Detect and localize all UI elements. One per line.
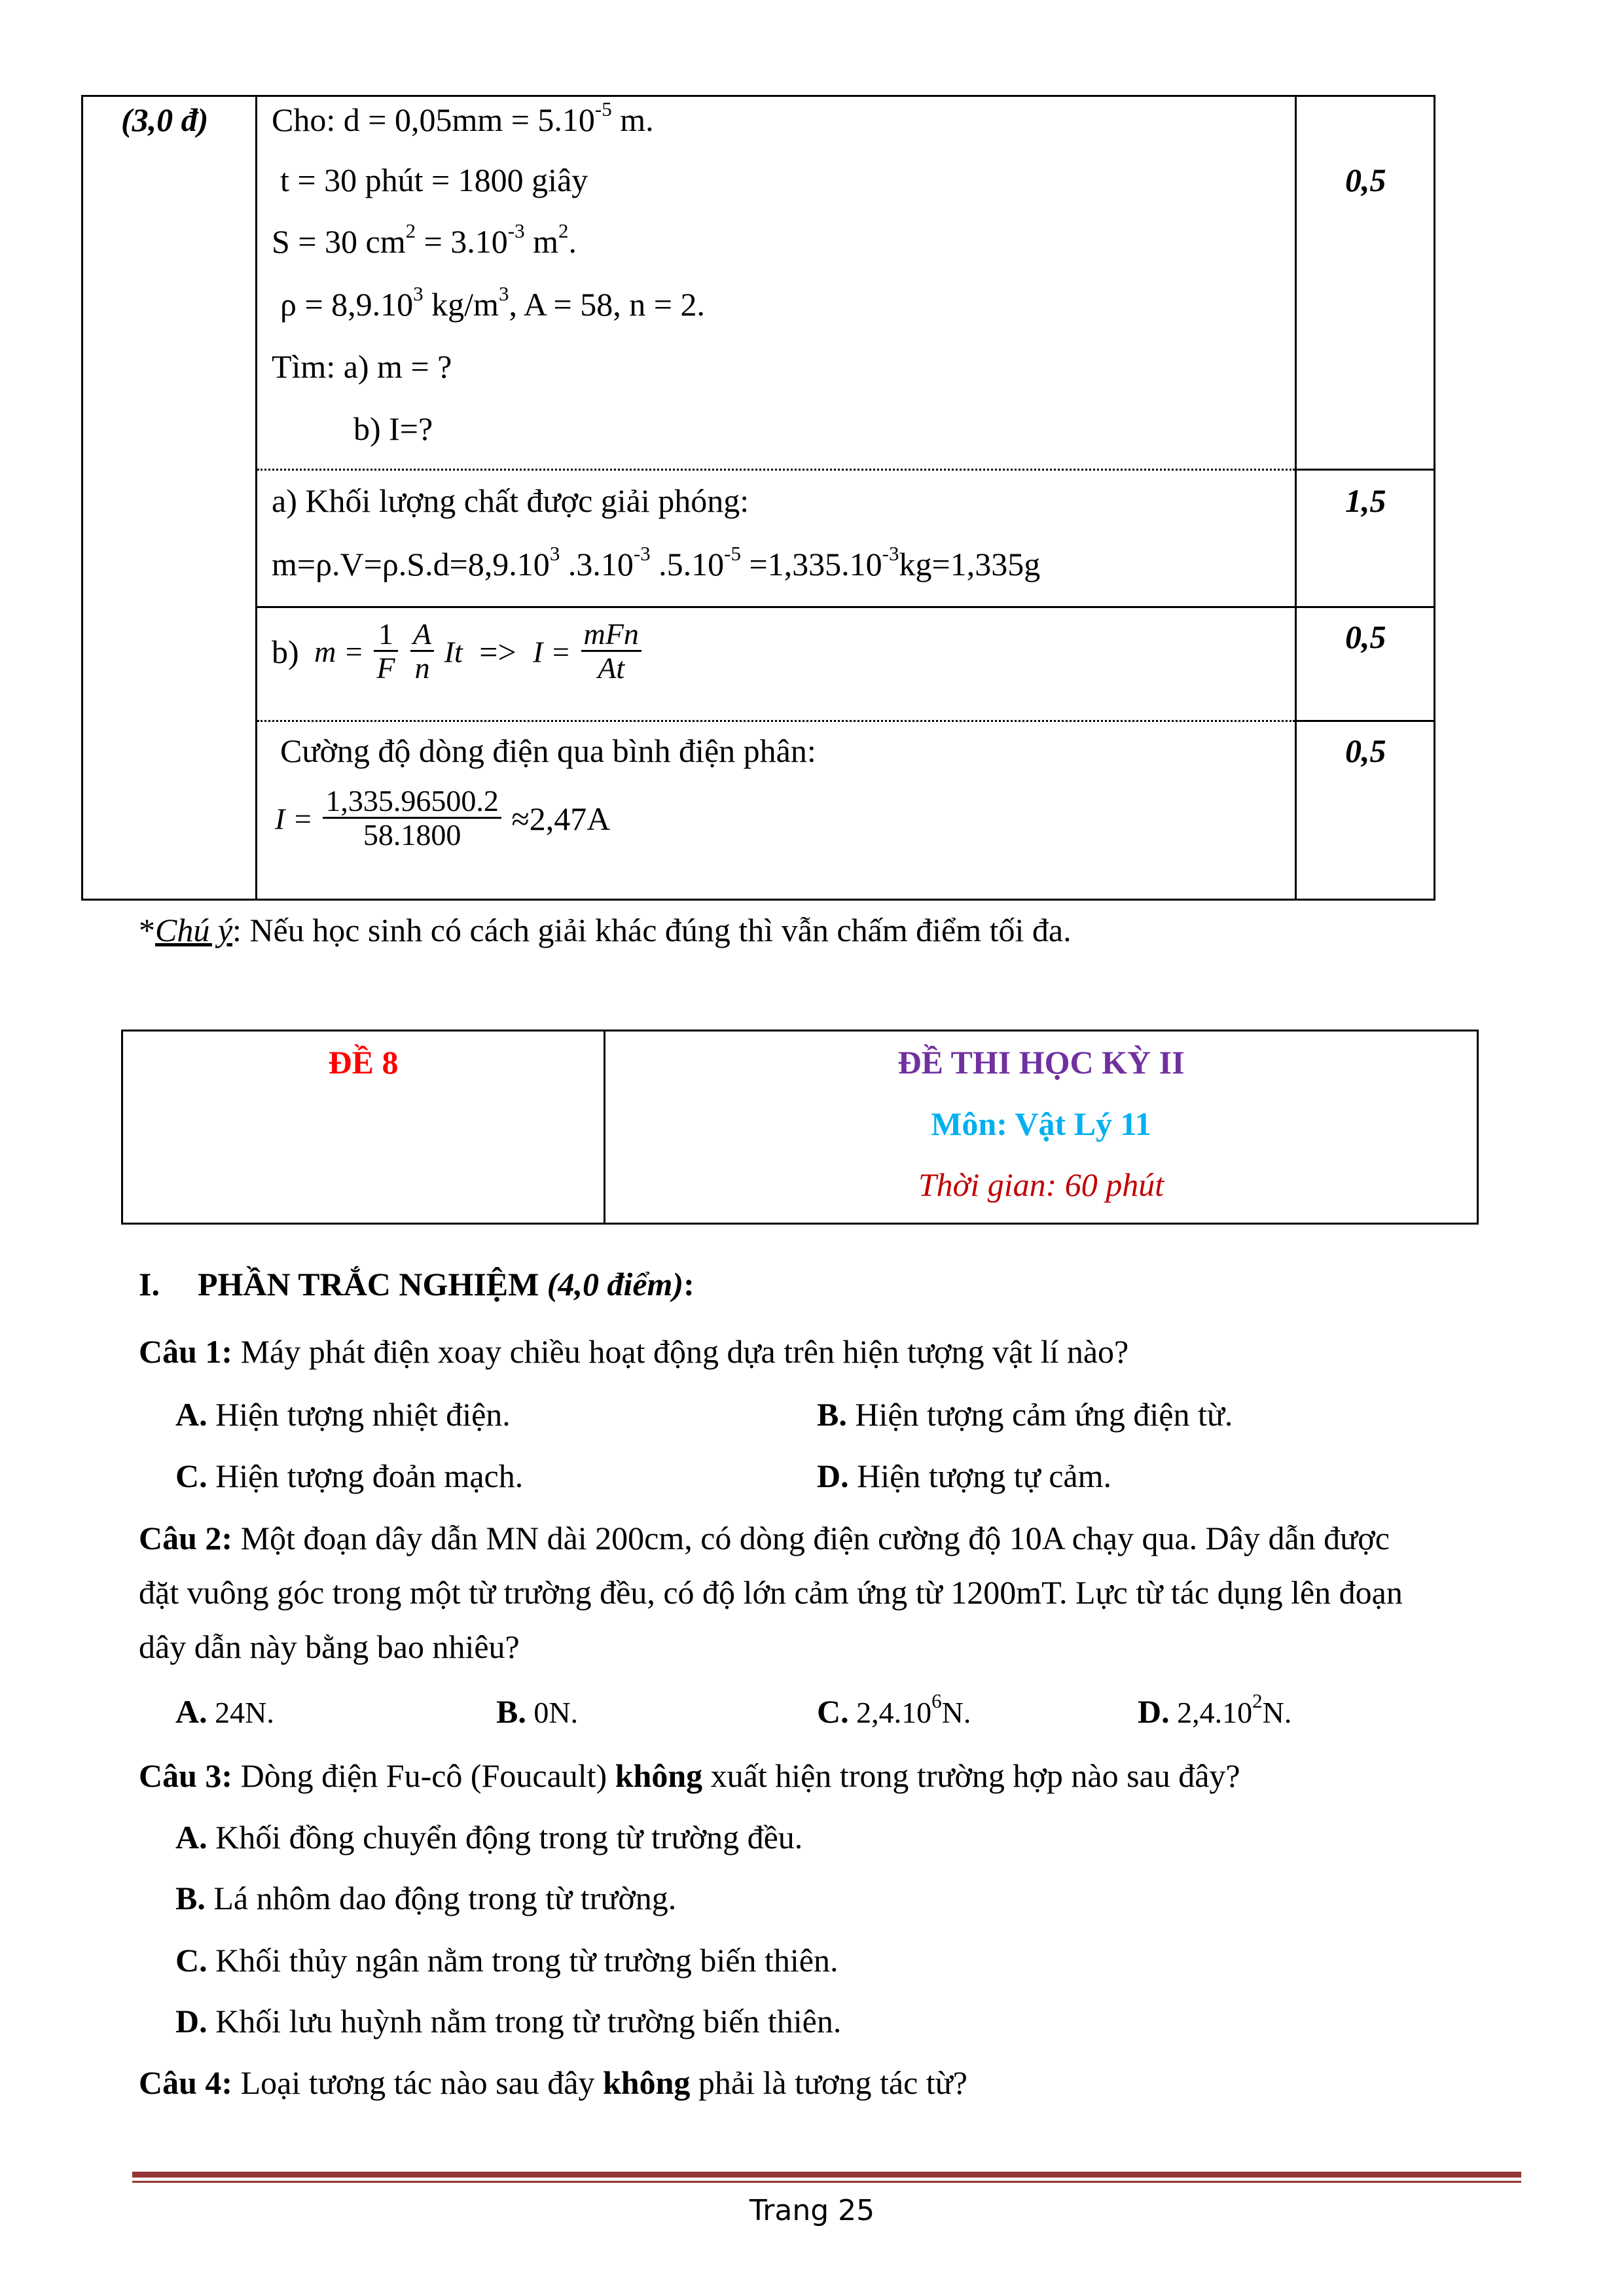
question-2-line-3: dây dẫn này bằng bao nhiêu? bbox=[139, 1628, 520, 1665]
q2-option-a[interactable]: A. 24N. bbox=[175, 1693, 274, 1730]
score-part-a: 1,5 bbox=[1345, 482, 1386, 519]
question-2-line-2: đặt vuông góc trong một từ trường đều, có độ lớn cảm ứng từ 1200mT. Lực từ tác dụng lên đoạn bbox=[139, 1574, 1403, 1611]
given-line-6: b) I=? bbox=[353, 410, 433, 447]
question-4: Câu 4: Loại tương tác nào sau đây không phải là tương tác từ? bbox=[139, 2064, 967, 2101]
q2-option-b[interactable]: B. 0N. bbox=[496, 1693, 579, 1730]
exam-time: Thời gian: 60 phút bbox=[918, 1166, 1164, 1203]
header-border-top bbox=[121, 1030, 1479, 1031]
exam-title: ĐỀ THI HỌC KỲ II bbox=[897, 1044, 1185, 1081]
score-part-b: 0,5 bbox=[1345, 619, 1386, 655]
score-part-c: 0,5 bbox=[1345, 732, 1386, 769]
q1-option-d[interactable]: D. Hiện tượng tự cảm. bbox=[817, 1458, 1112, 1494]
row-divider-dotted-2 bbox=[257, 720, 1295, 722]
part-b-formula: b) m = $\frac{1}{F}$ $\frac{A}{n}$ It => I = $\frac{\text{mFn}}{At}$ bbox=[272, 619, 644, 685]
row-divider-dotted bbox=[257, 469, 1295, 471]
exam-code: ĐỀ 8 bbox=[328, 1044, 399, 1081]
q3-option-c[interactable]: C. Khối thủy ngân nằm trong từ trường biến thiên. bbox=[175, 1942, 839, 1979]
footer-rule-thin bbox=[132, 2181, 1521, 2183]
row-divider-2 bbox=[257, 606, 1434, 608]
part-c-formula: I = $\frac{1,335.96500.2}{58.1800}$ ≈2,47A bbox=[275, 784, 611, 852]
header-border-right bbox=[1477, 1030, 1479, 1225]
row-divider-score bbox=[1295, 469, 1434, 471]
table-border-right bbox=[1434, 95, 1435, 901]
part-a-line-2: $m=\rho.V=\rho.S.d=8,9.10^3$ $.3.10^{-3}$ $.5.10^{-5} =1,335.10^{-3}kg=1,335g$ bbox=[272, 541, 1041, 583]
table-divider-1 bbox=[255, 95, 257, 901]
row-divider-score-2 bbox=[1295, 720, 1434, 722]
grading-note: *Chú ý: Nếu học sinh có cách giải khác đúng thì vẫn chấm điểm tối đa. bbox=[139, 912, 1072, 948]
q2-option-d[interactable]: D. 2,4.10$^2$N. bbox=[1138, 1689, 1292, 1730]
question-3: Câu 3: Dòng điện Fu-cô (Foucault) không xuất hiện trong trường hợp nào sau đây? bbox=[139, 1757, 1240, 1794]
q2-option-c[interactable]: C. 2,4.10$^6$N. bbox=[817, 1689, 971, 1730]
page-number: Trang 25 bbox=[749, 2194, 875, 2227]
score-given: 0,5 bbox=[1345, 162, 1386, 198]
header-border-bottom bbox=[121, 1223, 1479, 1225]
given-line-2: t = 30 phút = 1800 giây bbox=[280, 162, 588, 198]
given-line-4: $\rho = 8,9.10^3$ $kg/m^3$, A = 58, n = 2. bbox=[280, 281, 705, 323]
part-a-line-1: a) Khối lượng chất được giải phóng: bbox=[272, 482, 749, 519]
question-1: Câu 1: Máy phát điện xoay chiều hoạt động dựa trên hiện tượng vật lí nào? bbox=[139, 1333, 1129, 1370]
table-border-left bbox=[81, 95, 83, 901]
q3-option-d[interactable]: D. Khối lưu huỳnh nằm trong từ trường biến thiên. bbox=[175, 2003, 842, 2039]
given-line-1: Cho: $d = 0,05mm = 5.10^{-5}$ m. bbox=[272, 97, 654, 138]
table-border-top bbox=[81, 95, 1435, 97]
section-heading: I. PHẦN TRẮC NGHIỆM (4,0 điểm): bbox=[139, 1266, 695, 1302]
given-line-3: S = 30 $cm^2 = 3.10^{-3}$ $m^2$. bbox=[272, 219, 577, 260]
part-c-line-1: Cường độ dòng điện qua bình điện phân: bbox=[280, 732, 816, 769]
question-2: Câu 2: Một đoạn dây dẫn MN dài 200cm, có dòng điện cường độ 10A chạy qua. Dây dẫn được bbox=[139, 1520, 1390, 1556]
q3-option-b[interactable]: B. Lá nhôm dao động trong từ trường. bbox=[175, 1880, 677, 1916]
q1-option-a[interactable]: A. Hiện tượng nhiệt điện. bbox=[175, 1396, 511, 1433]
q1-option-c[interactable]: C. Hiện tượng đoản mạch. bbox=[175, 1458, 524, 1494]
table-divider-2 bbox=[1295, 95, 1297, 901]
q1-option-b[interactable]: B. Hiện tượng cảm ứng điện từ. bbox=[817, 1396, 1233, 1433]
given-line-5: Tìm: a) m = ? bbox=[272, 348, 452, 385]
q3-option-a[interactable]: A. Khối đồng chuyển động trong từ trường đều. bbox=[175, 1819, 803, 1856]
exam-subject: Môn: Vật Lý 11 bbox=[931, 1105, 1151, 1142]
points-label: (3,0 đ) bbox=[121, 101, 209, 138]
table-border-bottom bbox=[81, 899, 1435, 901]
footer-rule-thick bbox=[132, 2172, 1521, 2178]
